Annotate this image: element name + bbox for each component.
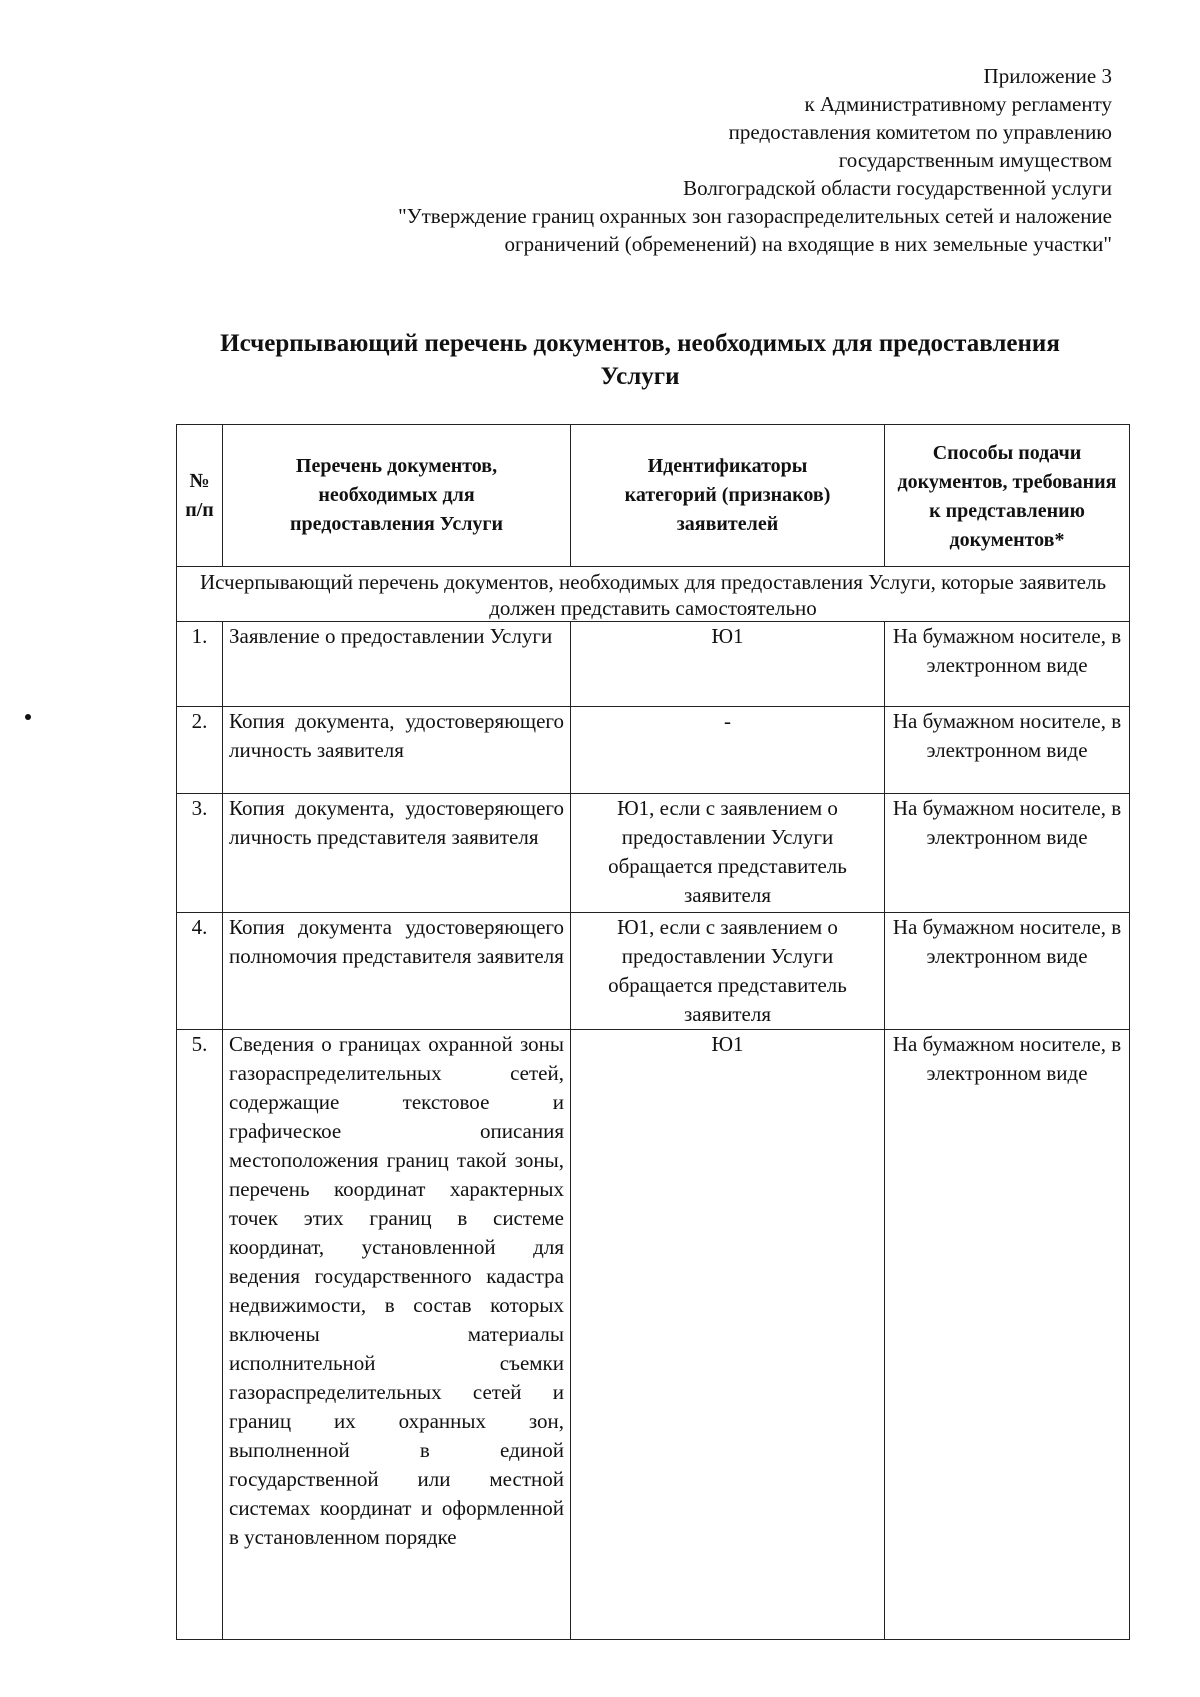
- row-submission-method: На бумажном носителе, в электронном виде: [885, 707, 1130, 794]
- header-line: "Утверждение границ охранных зон газораспределительных сетей и наложение: [398, 204, 1112, 228]
- table-row: [177, 707, 1130, 794]
- section-row: [177, 567, 1130, 622]
- document-title: [130, 327, 1150, 393]
- table-row: [177, 622, 1130, 707]
- header-identifiers: Идентификаторы категорий (признаков) заявителей: [571, 425, 885, 567]
- header-line: к Административному регламенту: [804, 92, 1112, 116]
- row-document: Копия документа, удостоверяющего личность заявителя: [223, 707, 571, 794]
- row-submission-method: На бумажном носителе, в электронном виде: [885, 913, 1130, 1030]
- margin-dot: [25, 714, 31, 720]
- documents-table: [176, 424, 1130, 1640]
- row-submission-method: На бумажном носителе, в электронном виде: [885, 794, 1130, 913]
- header-line: Приложение 3: [983, 64, 1112, 88]
- row-identifier: Ю1: [571, 622, 885, 707]
- appendix-header: [212, 62, 1112, 258]
- row-num: 4.: [177, 913, 223, 1030]
- table-header-row: [177, 425, 1130, 567]
- table-row: [177, 794, 1130, 913]
- row-num: 3.: [177, 794, 223, 913]
- row-num: 5.: [177, 1030, 223, 1640]
- title-line-2: Услуги: [600, 363, 680, 390]
- row-identifier: Ю1: [571, 1030, 885, 1640]
- header-documents: Перечень документов, необходимых для предоставления Услуги: [223, 425, 571, 567]
- header-num: № п/п: [177, 425, 223, 567]
- row-document: Копия документа удостоверяющего полномочия представителя заявителя: [223, 913, 571, 1030]
- row-document: Заявление о предоставлении Услуги: [223, 622, 571, 707]
- header-line: государственным имуществом: [838, 148, 1112, 172]
- row-identifier: Ю1, если с заявлением о предоставлении Услуги обращается представитель заявителя: [571, 794, 885, 913]
- table-row: [177, 1030, 1130, 1640]
- title-line-1: Исчерпывающий перечень документов, необходимых для предоставления: [220, 330, 1060, 357]
- table-row: [177, 913, 1130, 1030]
- row-submission-method: На бумажном носителе, в электронном виде: [885, 1030, 1130, 1640]
- row-document: Копия документа, удостоверяющего личность представителя заявителя: [223, 794, 571, 913]
- row-identifier: Ю1, если с заявлением о предоставлении Услуги обращается представитель заявителя: [571, 913, 885, 1030]
- row-document: Сведения о границах охранной зоны газораспределительных сетей, содержащие текстовое и графическое описания местоположения границ такой зоны, перечень координат характерных точек этих границ в системе координат, установленной для ведения государственного кадастра недвижимости, в состав которых включены материалы исполнительной съемки газораспределительных сетей и границ их охранных зон, выполненной в единой государственной или местной системах координат и оформленной в установленном порядке: [223, 1030, 571, 1640]
- section-title: Исчерпывающий перечень документов, необходимых для предоставления Услуги, которые заявитель должен представить самостоятельно: [177, 567, 1130, 622]
- row-num: 2.: [177, 707, 223, 794]
- header-line: ограничений (обременений) на входящие в них земельные участки": [504, 232, 1112, 256]
- header-submission-methods: Способы подачи документов, требования к представлению документов*: [885, 425, 1130, 567]
- header-line: Волгоградской области государственной услуги: [683, 176, 1112, 200]
- row-submission-method: На бумажном носителе, в электронном виде: [885, 622, 1130, 707]
- row-num: 1.: [177, 622, 223, 707]
- header-line: предоставления комитетом по управлению: [728, 120, 1112, 144]
- row-identifier: -: [571, 707, 885, 794]
